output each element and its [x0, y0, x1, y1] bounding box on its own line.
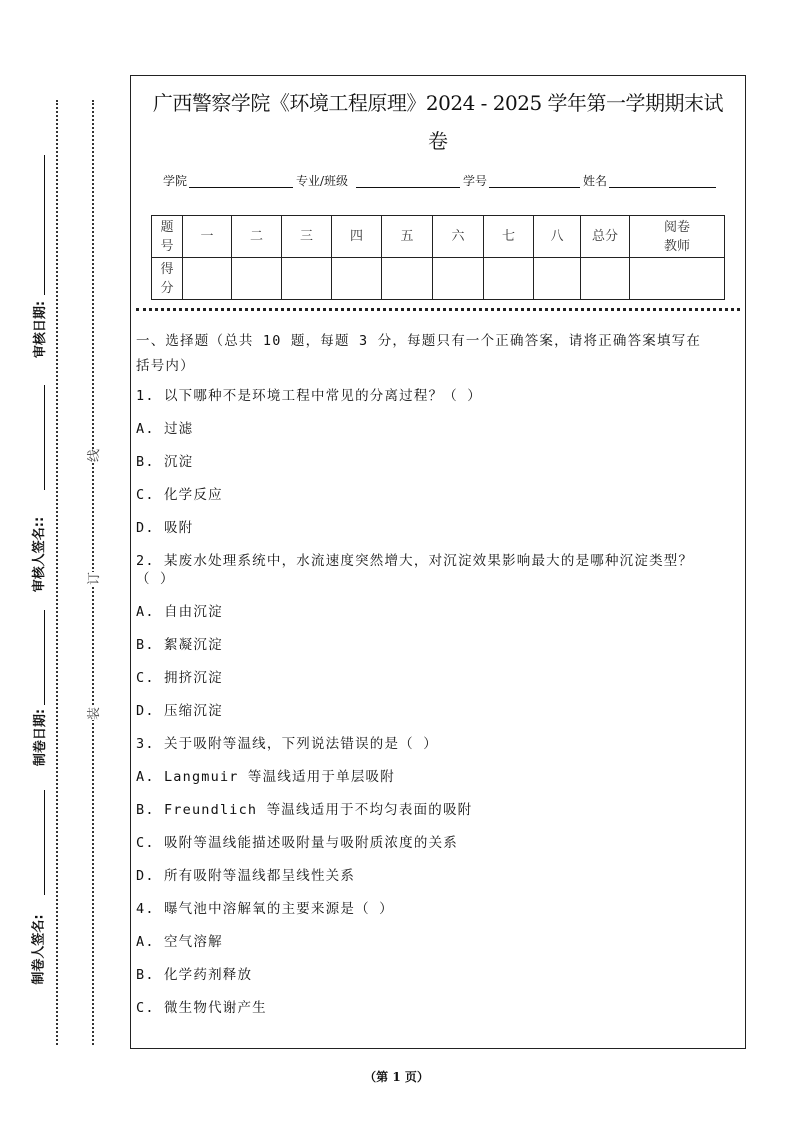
- dotted-separator: [136, 308, 740, 311]
- preparer-signature-label: 制卷人签名:: [31, 914, 47, 985]
- score-cell[interactable]: [534, 258, 581, 300]
- row-label-question-number: 题号: [152, 216, 183, 258]
- col-5: 五: [382, 216, 433, 258]
- answer-option: C. 拥挤沉淀: [136, 669, 223, 686]
- question-stem: [136, 379, 740, 412]
- score-cell[interactable]: [183, 258, 232, 300]
- col-grader: 阅卷教师: [630, 216, 725, 258]
- score-table-score-row: [152, 258, 725, 300]
- score-cell[interactable]: [630, 258, 725, 300]
- score-cell[interactable]: [282, 258, 332, 300]
- exam-title: 广西警察学院《环境工程原理》2024 - 2025 学年第一学期期末试: [152, 91, 724, 115]
- score-cell[interactable]: [382, 258, 433, 300]
- review-date-line: [44, 155, 45, 295]
- answer-option: A. Langmuir 等温线适用于单层吸附: [136, 768, 395, 785]
- col-1: 一: [183, 216, 232, 258]
- answer-option: B. Freundlich 等温线适用于不均匀表面的吸附: [136, 801, 473, 818]
- col-4: 四: [332, 216, 382, 258]
- section-intro-line: 括号内）: [136, 358, 195, 374]
- score-cell[interactable]: [581, 258, 630, 300]
- bind-mark-zhuang: 装: [83, 707, 102, 720]
- answer-option: C. 化学反应: [136, 486, 223, 503]
- binding-dotted-line-outer: [56, 100, 58, 1045]
- col-6: 六: [433, 216, 484, 258]
- score-cell[interactable]: [232, 258, 282, 300]
- score-cell[interactable]: [332, 258, 382, 300]
- col-8: 八: [534, 216, 581, 258]
- college-field[interactable]: [189, 187, 293, 188]
- answer-option: A. 过滤: [136, 420, 194, 437]
- major-field[interactable]: [356, 187, 460, 188]
- question-stem: [136, 544, 740, 595]
- exam-title-continued: 卷: [428, 129, 448, 153]
- major-label: 专业/班级: [296, 174, 349, 188]
- question-text: 2. 某废水处理系统中，水流速度突然增大，对沉淀效果影响最大的是哪种沉淀类型？: [136, 552, 694, 569]
- question-stem: [136, 727, 740, 760]
- question-text: 1. 以下哪种不是环境工程中常见的分离过程？（ ）: [136, 387, 483, 404]
- bind-mark-xian: 线: [83, 449, 102, 462]
- name-field[interactable]: [609, 187, 716, 188]
- prepare-date-label: 制卷日期:: [33, 708, 49, 767]
- answer-option: D. 吸附: [136, 519, 194, 536]
- score-cell[interactable]: [433, 258, 484, 300]
- preparer-signature-line: [44, 790, 45, 895]
- score-cell[interactable]: [484, 258, 534, 300]
- reviewer-signature-line: [44, 385, 45, 490]
- col-7: 七: [484, 216, 534, 258]
- answer-option: B. 沉淀: [136, 453, 194, 470]
- question-list: [136, 379, 740, 1024]
- prepare-date-line: [44, 610, 45, 705]
- section-intro: [136, 329, 740, 379]
- college-label: 学院: [163, 174, 188, 188]
- question-stem: [136, 892, 740, 925]
- question-text: （ ）: [136, 570, 175, 587]
- answer-option: D. 压缩沉淀: [136, 702, 223, 719]
- col-3: 三: [282, 216, 332, 258]
- row-label-score: 得分: [152, 258, 183, 300]
- answer-option: C. 吸附等温线能描述吸附量与吸附质浓度的关系: [136, 834, 458, 851]
- question-text: 3. 关于吸附等温线，下列说法错误的是（ ）: [136, 735, 438, 752]
- answer-option: A. 自由沉淀: [136, 603, 223, 620]
- reviewer-signature-label: 审核人签名::: [32, 516, 48, 593]
- student-id-field[interactable]: [489, 187, 580, 188]
- col-2: 二: [232, 216, 282, 258]
- answer-option: A. 空气溶解: [136, 933, 223, 950]
- question-text: 4. 曝气池中溶解氧的主要来源是（ ）: [136, 900, 394, 917]
- review-date-label: 审核日期:: [33, 300, 49, 359]
- col-total: 总分: [581, 216, 630, 258]
- page-number: （第 1 页）: [364, 1070, 429, 1084]
- answer-option: D. 所有吸附等温线都呈线性关系: [136, 867, 356, 884]
- score-table: [151, 215, 725, 300]
- bind-mark-ding: 订: [83, 572, 102, 585]
- student-id-label: 学号: [463, 174, 488, 188]
- score-table-header-row: [152, 216, 725, 258]
- name-label: 姓名: [583, 174, 608, 188]
- answer-option: B. 絮凝沉淀: [136, 636, 223, 653]
- answer-option: C. 微生物代谢产生: [136, 999, 267, 1016]
- section-intro-line: 一、选择题（总共 10 题，每题 3 分，每题只有一个正确答案，请将正确答案填写在: [136, 333, 702, 349]
- exam-content: [136, 329, 740, 1024]
- answer-option: B. 化学药剂释放: [136, 966, 253, 983]
